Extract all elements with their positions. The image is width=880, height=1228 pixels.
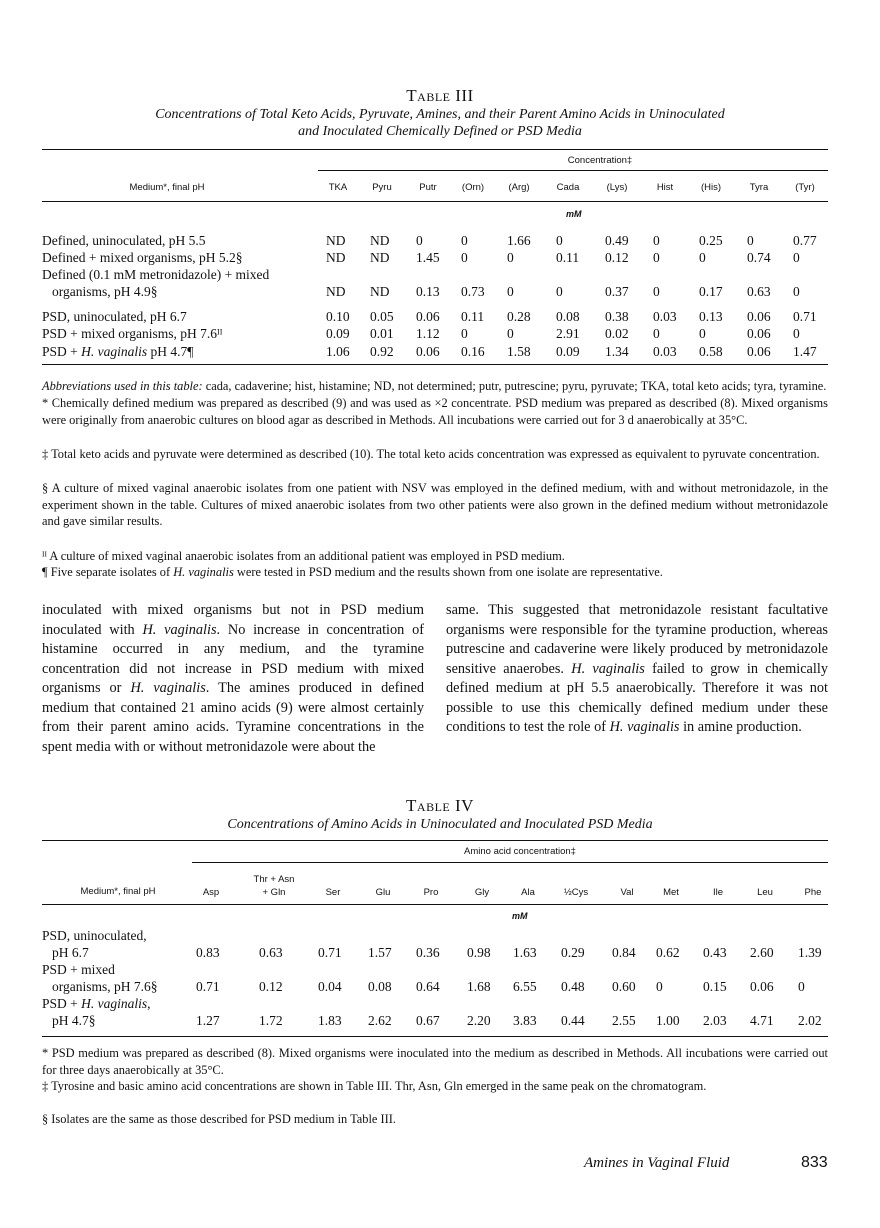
running-title: Amines in Vaginal Fluid <box>584 1155 730 1171</box>
table3-cell: 0.09 <box>326 326 350 341</box>
table3-footnote: * Chemically defined medium was prepared as described (9) and was used as ×2 concentrate. PSD medium was prepared as described (8). Mixed organisms were originally from anaerobic cultures on blood agar as described in Methods. All incubations were carried out for 3 d anaerobically at 35°C. <box>42 396 828 427</box>
body-right-text: same. This suggested that metronidazole resistant facultative organisms were responsible for the tyramine production, whereas putrescine and cadaverine were likely produced by metronidazole sensitive anaerobes. H. vaginalis failed to grow in chemically defined medium at pH 5.5 anaerobically. Therefore it was not possible to use this chemically defined medium under these conditions to test the role of H. vaginalis in amine production. <box>446 602 828 735</box>
table3-col-header: Cada <box>556 182 580 193</box>
table3-cell: 0 <box>699 326 706 341</box>
table3-cell: 0.71 <box>793 309 817 324</box>
table3-cell: 0 <box>556 233 563 248</box>
table4-cell: 1.72 <box>259 1013 283 1028</box>
table3-cell: 0.74 <box>747 250 771 265</box>
table3-cell: 0.09 <box>556 344 580 359</box>
table3-cell: 0 <box>507 284 514 299</box>
table3-cell: 1.45 <box>416 250 440 265</box>
table3-cell: 0.10 <box>326 309 350 324</box>
table3-cell: 0 <box>461 250 468 265</box>
table3-col-header: TKA <box>328 182 348 193</box>
table3-col-header: Pyru <box>372 182 392 193</box>
table4-cell: 0.12 <box>259 979 283 994</box>
table3-cell: 0.25 <box>699 233 723 248</box>
table3-cell: 0.06 <box>747 309 771 324</box>
table4-row-label: PSD + H. vaginalis, <box>42 996 151 1011</box>
table4-cell: 1.57 <box>368 945 392 960</box>
table3-col-header: Putr <box>419 182 437 193</box>
table3-cell: 0 <box>793 250 800 265</box>
table3-group-header: Concentration‡ <box>567 155 633 166</box>
table4-stub-header: Medium*, final pH <box>80 886 156 897</box>
table3-cell: 0.17 <box>699 284 723 299</box>
table4-col-header: Gly <box>474 887 490 898</box>
table4-cell: 0.64 <box>416 979 440 994</box>
table4-cell: 2.03 <box>703 1013 727 1028</box>
table3-cell: 0.73 <box>461 284 485 299</box>
table4-col-header: Thr + Asn + Gln <box>253 874 295 898</box>
table4-col-header: Phe <box>804 887 822 898</box>
table3-caption-line2: and Inoculated Chemically Defined or PSD Media <box>298 124 582 139</box>
table3-cell: 0.16 <box>461 344 485 359</box>
table4-cell: 0.83 <box>196 945 220 960</box>
table3-cell: 0 <box>461 326 468 341</box>
table3-cell: 2.91 <box>556 326 580 341</box>
table3-cell: 1.34 <box>605 344 629 359</box>
table3-cell: 0 <box>507 326 514 341</box>
table4-cell: 0.63 <box>259 945 283 960</box>
table4-cell: 0.36 <box>416 945 440 960</box>
table4-row-label: pH 6.7 <box>52 945 89 960</box>
table4-col-header: Ala <box>521 887 535 898</box>
table4-col-header: Met <box>663 887 679 898</box>
table4-cell: 0.44 <box>561 1013 585 1028</box>
table4-footnote: § Isolates are the same as those described for PSD medium in Table III. <box>42 1112 397 1126</box>
table4-cell: 2.02 <box>798 1013 822 1028</box>
table3-cell: 0.06 <box>747 326 771 341</box>
table3-cell: 0.92 <box>370 344 394 359</box>
table4-cell: 0.71 <box>196 979 220 994</box>
table3-col-header: (Orn) <box>461 182 485 193</box>
table3-footnote: § A culture of mixed vaginal anaerobic isolates from one patient with NSV was employed in the defined medium, with and without metronidazole, in the experiment shown in the table. Cultures of mixed anaerobic isolates from two other patients were also grown in the defined medium without metronidazole and gave similar results. <box>42 481 828 528</box>
table3-cell: ND <box>326 233 346 248</box>
body-text-left-column <box>42 601 424 757</box>
table3-row-label: Defined + mixed organisms, pH 5.2§ <box>42 250 243 265</box>
table3-cell: 0 <box>699 250 706 265</box>
table4-cell: 0.62 <box>656 945 680 960</box>
table4-col-header: Leu <box>757 887 773 898</box>
table4-cell: 0.48 <box>561 979 585 994</box>
table4-cell: 3.83 <box>513 1013 537 1028</box>
table3-footnote: Abbreviations used in this table: cada, cadaverine; hist, histamine; ND, not determined; putr, putrescine; pyru, pyruvate; TKA, total keto acids; tyra, tyramine. <box>42 379 827 393</box>
table3-cell: 0.49 <box>605 233 629 248</box>
table3-footnote: ᴵᴵ A culture of mixed vaginal anaerobic isolates from an additional patient was employed in PSD medium. <box>42 549 565 563</box>
table3-cell: 0 <box>507 250 514 265</box>
table3-cell: 0.08 <box>556 309 580 324</box>
table3-cell: ND <box>326 284 346 299</box>
table4-col-header: Glu <box>375 887 391 898</box>
table4-unit: mM <box>512 911 528 921</box>
table3-cell: 0 <box>556 284 563 299</box>
table4-header-rule <box>42 904 828 905</box>
table4-cell: 0 <box>656 979 663 994</box>
table4-cell: 1.27 <box>196 1013 220 1028</box>
table4-cell: 0.08 <box>368 979 392 994</box>
page-number: 833 <box>801 1154 828 1171</box>
table3-cell: 0.11 <box>556 250 580 265</box>
table4-cell: 4.71 <box>750 1013 774 1028</box>
table4-cell: 1.63 <box>513 945 537 960</box>
body-text-right-column <box>446 601 828 738</box>
table3-cell: 0.03 <box>653 309 677 324</box>
body-left-text: inoculated with mixed organisms but not in PSD medium inoculated with H. vaginalis. No increase in concentration of histamine occurred in any medium, and the tyramine concentration did not increase in PSD medium with mixed organisms or H. vaginalis. The amines produced in defined medium that contained 21 amino acids (9) were almost certainly from their parent amino acids. Tyramine concentrations in the spent media with or without metronidazole were about the <box>42 602 424 755</box>
table3-cell: 0.63 <box>747 284 771 299</box>
table3-cell: 1.06 <box>326 344 350 359</box>
table3-footnote: ‡ Total keto acids and pyruvate were determined as described (10). The total keto acids concentration was expressed as equivalent to pyruvate concentration. <box>42 447 820 461</box>
table4-row-label: PSD + mixed <box>42 962 115 977</box>
table4-group-rule <box>192 862 828 863</box>
table3-col-header: Tyra <box>749 182 769 193</box>
table4-cell: 2.62 <box>368 1013 392 1028</box>
table4-cell: 0.04 <box>318 979 342 994</box>
table4-col-header: Pro <box>423 887 439 898</box>
table4-cell: 0.60 <box>612 979 636 994</box>
table3-cell: 1.47 <box>793 344 817 359</box>
table4-cell: 0.43 <box>703 945 727 960</box>
table4-footnote: * PSD medium was prepared as described (8). Mixed organisms were inoculated into the medium as described in Methods. All incubations were carried out for three days anaerobically at 35°C. <box>42 1046 828 1077</box>
table4-col-header: Ser <box>325 887 341 898</box>
table3-cell: 0 <box>747 233 754 248</box>
table3-cell: 1.12 <box>416 326 440 341</box>
table3-stub-header: Medium*, final pH <box>129 182 205 193</box>
table4-cell: 1.68 <box>467 979 491 994</box>
table4-cell: 6.55 <box>513 979 537 994</box>
table3-col-header: (Tyr) <box>795 182 815 193</box>
table3-col-header: Hist <box>656 182 674 193</box>
table3-cell: ND <box>370 250 390 265</box>
table3-cell: 0.77 <box>793 233 817 248</box>
table4-row-label: pH 4.7§ <box>52 1013 96 1028</box>
table4-cell: 0.98 <box>467 945 491 960</box>
table3-group-rule <box>318 170 828 171</box>
table4-group-header: Amino acid concentration‡ <box>464 846 576 857</box>
table3-cell: 0.13 <box>699 309 723 324</box>
table3-cell: 0.58 <box>699 344 723 359</box>
table4-col-header: Val <box>620 887 634 898</box>
table3-cell: ND <box>370 284 390 299</box>
table3-header-rule <box>42 201 828 202</box>
table3-cell: 0.37 <box>605 284 629 299</box>
table3-col-header: (His) <box>700 182 722 193</box>
table3-row-label: organisms, pH 4.9§ <box>52 284 158 299</box>
table4-cell: 0.15 <box>703 979 727 994</box>
table4-col-header: Ile <box>712 887 724 898</box>
table3-cell: 1.66 <box>507 233 531 248</box>
table3-cell: 0.38 <box>605 309 629 324</box>
table4-footnote: ‡ Tyrosine and basic amino acid concentrations are shown in Table III. Thr, Asn, Gln emerged in the same peak on the chromatogram. <box>42 1079 707 1093</box>
table3-caption-line1: Concentrations of Total Keto Acids, Pyruvate, Amines, and their Parent Amino Acids in Uninoculated <box>155 107 725 122</box>
table4-cell: 2.55 <box>612 1013 636 1028</box>
table3-cell: ND <box>326 250 346 265</box>
table4-cell: 1.39 <box>798 945 822 960</box>
table4-cell: 0.84 <box>612 945 636 960</box>
table4-cell: 0.06 <box>750 979 774 994</box>
table3-cell: 0.02 <box>605 326 629 341</box>
table4-cell: 0.67 <box>416 1013 440 1028</box>
table3-cell: 0.06 <box>416 344 440 359</box>
table4-row-label: organisms, pH 7.6§ <box>52 979 158 994</box>
table3-cell: 0 <box>793 284 800 299</box>
table3-cell: 1.58 <box>507 344 531 359</box>
table4-cell: 0 <box>798 979 805 994</box>
table4-cell: 1.83 <box>318 1013 342 1028</box>
table4-cell: 0.29 <box>561 945 585 960</box>
table4-col-header: ½Cys <box>563 887 589 898</box>
table4-cell: 1.00 <box>656 1013 680 1028</box>
table3-row-label: PSD + H. vaginalis pH 4.7¶ <box>42 344 194 359</box>
table3-cell: 0 <box>461 233 468 248</box>
table3-cell: 0 <box>653 233 660 248</box>
table3-col-header: (Lys) <box>606 182 628 193</box>
table3-cell: 0.13 <box>416 284 440 299</box>
table3-title: Table III <box>406 86 474 105</box>
table4-row-label: PSD, uninoculated, <box>42 928 147 943</box>
table4-caption: Concentrations of Amino Acids in Uninoculated and Inoculated PSD Media <box>227 817 653 832</box>
table3-cell: 0.12 <box>605 250 629 265</box>
table3-bottom-rule <box>42 364 828 365</box>
table3-unit: mM <box>566 209 582 219</box>
table3-top-rule <box>42 149 828 150</box>
table3-cell: 0 <box>653 250 660 265</box>
table4-title: Table IV <box>406 796 474 815</box>
table3-cell: 0.06 <box>416 309 440 324</box>
table4-bottom-rule <box>42 1036 828 1037</box>
table3-cell: 0 <box>793 326 800 341</box>
table3-cell: 0 <box>653 284 660 299</box>
table4-cell: 0.71 <box>318 945 342 960</box>
table3-row-label: Defined, uninoculated, pH 5.5 <box>42 233 206 248</box>
table3-footnote: ¶ Five separate isolates of H. vaginalis were tested in PSD medium and the results shown from one isolate are representative. <box>42 565 663 579</box>
table3-row-label: PSD, uninoculated, pH 6.7 <box>42 309 187 324</box>
table3-cell: ND <box>370 233 390 248</box>
table3-cell: 0.06 <box>747 344 771 359</box>
table3-cell: 0 <box>653 326 660 341</box>
table3-cell: 0.05 <box>370 309 394 324</box>
table3-row-label: PSD + mixed organisms, pH 7.6ᴵᴵ <box>42 326 223 341</box>
table3-cell: 0.03 <box>653 344 677 359</box>
table3-row-label: Defined (0.1 mM metronidazole) + mixed <box>42 267 270 282</box>
table4-col-header: Asp <box>202 887 220 898</box>
table3-cell: 0.11 <box>461 309 485 324</box>
table3-cell: 0.01 <box>370 326 394 341</box>
table4-cell: 2.60 <box>750 945 774 960</box>
table3-col-header: (Arg) <box>508 182 530 193</box>
table4-cell: 2.20 <box>467 1013 491 1028</box>
table3-cell: 0 <box>416 233 423 248</box>
table4-top-rule <box>42 840 828 841</box>
table3-cell: 0.28 <box>507 309 531 324</box>
